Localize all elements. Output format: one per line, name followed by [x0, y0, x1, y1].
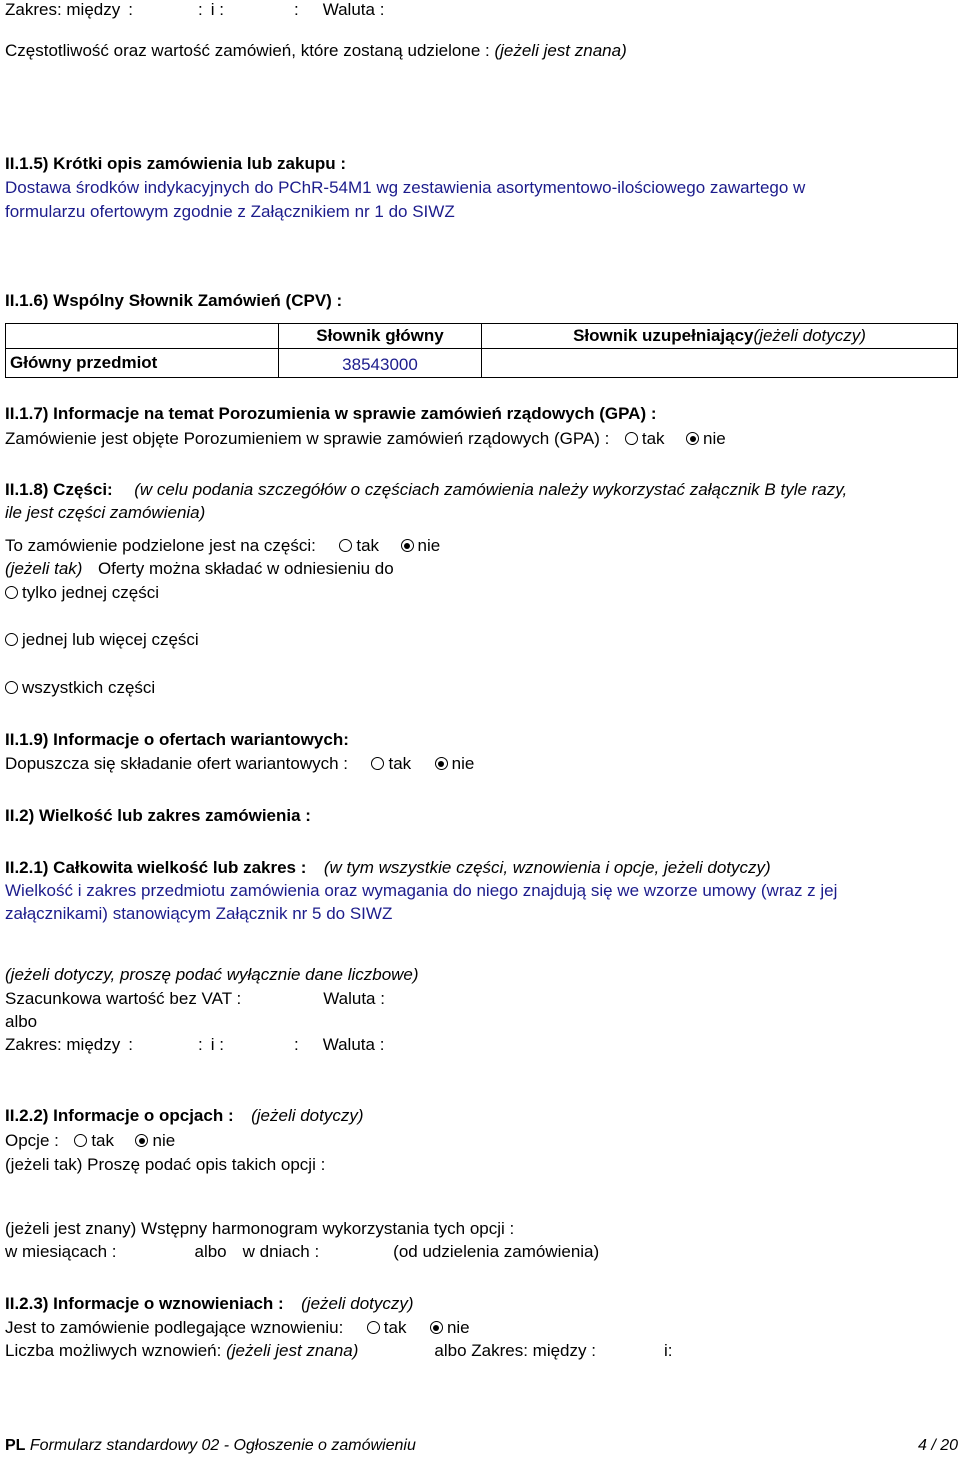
heading-ii-2-2: II.2.2) Informacje o opcjach : — [5, 1106, 234, 1125]
renewals-heading-row — [5, 1294, 414, 1314]
parts-radio-no[interactable] — [401, 539, 414, 552]
total-scope-heading-row — [5, 858, 771, 878]
variants-question: Dopuszcza się składanie ofert wariantowych : — [5, 754, 348, 773]
total-scope-line-1: Wielkość i zakres przedmiotu zamówienia oraz wymagania do niego znajdują się we wzorze umowy (wraz z jej — [5, 881, 838, 900]
range-row-bottom — [5, 1035, 384, 1055]
parts-note-line-1: (w celu podania szczegółów o częściach zamówienia należy wykorzystać załącznik B tyle razy, — [134, 480, 848, 499]
estimated-value-row — [5, 989, 385, 1009]
waluta-label: Waluta : — [322, 0, 385, 19]
parts-heading-row — [5, 480, 847, 500]
range-sep-2: : — [197, 1035, 203, 1054]
numeric-only-note: (jeżeli dotyczy, proszę podać wyłącznie dane liczbowe) — [5, 965, 419, 984]
variants-radio-no[interactable] — [435, 757, 448, 770]
waluta-label-2: Waluta : — [322, 1035, 385, 1054]
cpv-empty-cell — [6, 324, 279, 349]
variants-radio-yes[interactable] — [371, 757, 384, 770]
options-row — [5, 1131, 175, 1151]
options-question: Opcje : — [5, 1131, 59, 1150]
options-note: (jeżeli dotyczy) — [251, 1106, 364, 1125]
gpa-row — [5, 429, 726, 449]
total-scope-line-2: załącznikami) stanowiącym Załącznik nr 5 do SIWZ — [5, 904, 393, 923]
variants-no-label: nie — [451, 754, 475, 773]
heading-ii-1-6: II.1.6) Wspólny Słownik Zamówień (CPV) : — [5, 291, 343, 310]
parts-radio-one[interactable] — [5, 586, 18, 599]
range-to-sep-2: : — [293, 1035, 299, 1054]
gpa-radio-yes[interactable] — [625, 432, 638, 445]
albo-label: albo — [194, 1242, 227, 1261]
parts-option-one — [5, 583, 159, 603]
parts-note-line-2: ile jest części zamówienia) — [5, 503, 206, 522]
parts-radio-yes[interactable] — [339, 539, 352, 552]
parts-option-more — [5, 630, 199, 650]
renewals-note: (jeżeli dotyczy) — [301, 1294, 414, 1313]
renewals-count-note: (jeżeli jest znana) — [226, 1341, 359, 1360]
cpv-data-row — [6, 349, 958, 378]
parts-no-label: nie — [417, 536, 441, 555]
cpv-code: 38543000 — [279, 349, 482, 378]
gpa-yes-label: tak — [641, 429, 665, 448]
cpv-header-row — [6, 324, 958, 349]
options-schedule: (jeżeli jest znany) Wstępny harmonogram wykorzystania tych opcji : — [5, 1219, 515, 1238]
estimated-value-label: Szacunkowa wartość bez VAT : — [5, 989, 242, 1008]
renewals-count-label: Liczba możliwych wznowień: — [5, 1341, 222, 1360]
options-yes-label: tak — [91, 1131, 115, 1150]
description-line-1: Dostawa środków indykacyjnych do PChR-54M1 wg zestawienia asortymentowo-ilościowego zawartego w — [5, 178, 806, 197]
renewals-row — [5, 1318, 470, 1338]
renewals-no-label: nie — [446, 1318, 470, 1337]
total-scope-note: (w tym wszystkie części, wznowienia i opcje, jeżeli dotyczy) — [323, 858, 771, 877]
description-line-2: formularzu ofertowym zgodnie z Załącznikiem nr 1 do SIWZ — [5, 202, 455, 221]
parts-more-label: jednej lub więcej części — [22, 630, 199, 649]
options-schedule-row — [5, 1242, 599, 1262]
parts-cond-prefix: (jeżeli tak) — [5, 559, 83, 578]
options-no-label: nie — [152, 1131, 176, 1150]
parts-all-label: wszystkich części — [22, 678, 156, 697]
cpv-row-label: Główny przedmiot — [6, 349, 279, 378]
cpv-supp-code — [482, 349, 958, 378]
months-label: w miesiącach : — [5, 1242, 117, 1261]
parts-one-label: tylko jednej części — [22, 583, 160, 602]
heading-ii-2-1: II.2.1) Całkowita wielkość lub zakres : — [5, 858, 307, 877]
i-label: i : — [210, 0, 224, 19]
zakres-label: Zakres: między — [5, 0, 121, 19]
cpv-table — [5, 323, 958, 378]
gpa-radio-no[interactable] — [686, 432, 699, 445]
i-label-2: i : — [210, 1035, 224, 1054]
renewals-radio-yes[interactable] — [367, 1321, 380, 1334]
renewals-albo-range: albo Zakres: między : — [434, 1341, 596, 1360]
range-from-sep: : — [128, 0, 133, 19]
gpa-no-label: nie — [703, 429, 726, 448]
renewals-question: Jest to zamówienie podlegające wznowieniu: — [5, 1318, 344, 1337]
gpa-question: Zamówienie jest objęte Porozumieniem w sprawie zamówień rządowych (GPA) : — [5, 429, 610, 448]
heading-ii-1-8: II.1.8) Części: — [5, 480, 113, 499]
variants-yes-label: tak — [388, 754, 412, 773]
renewals-count-row — [5, 1341, 672, 1361]
estimated-currency-label: Waluta : — [323, 989, 385, 1008]
parts-radio-more[interactable] — [5, 633, 18, 646]
options-radio-yes[interactable] — [74, 1134, 87, 1147]
range-sep: : — [197, 0, 203, 19]
renewals-i-label: i: — [663, 1341, 673, 1360]
cpv-col-supp — [482, 324, 958, 349]
variants-row — [5, 754, 474, 774]
parts-yes-label: tak — [356, 536, 380, 555]
renewals-radio-no[interactable] — [430, 1321, 443, 1334]
range-to-sep: : — [293, 0, 299, 19]
parts-question: To zamówienie podzielone jest na części: — [5, 536, 316, 555]
footer-lang: PL — [5, 1437, 26, 1454]
cpv-col-supp-note: (jeżeli dotyczy) — [753, 326, 866, 345]
parts-cond-text: Oferty można składać w odniesieniu do — [97, 559, 394, 578]
cpv-col-main: Słownik główny — [279, 324, 482, 349]
days-label: w dniach : — [242, 1242, 320, 1261]
parts-question-row — [5, 536, 440, 556]
heading-ii-1-5: II.1.5) Krótki opis zamówienia lub zakupu : — [5, 154, 346, 173]
heading-ii-1-7: II.1.7) Informacje na temat Porozumienia w sprawie zamówień rządowych (GPA) : — [5, 404, 657, 423]
albo-text: albo — [5, 1012, 38, 1031]
page-footer — [5, 1437, 958, 1455]
options-radio-no[interactable] — [135, 1134, 148, 1147]
frequency-note: (jeżeli jest znana) — [494, 41, 627, 60]
footer-page-number: 4 / 20 — [917, 1437, 958, 1454]
heading-ii-2: II.2) Wielkość lub zakres zamówienia : — [5, 806, 311, 825]
range-row-top — [5, 0, 384, 20]
footer-form-title: Formularz standardowy 02 - Ogłoszenie o zamówieniu — [29, 1437, 416, 1454]
cpv-col-supp-label: Słownik uzupełniający — [573, 326, 754, 345]
frequency-label: Częstotliwość oraz wartość zamówień, które zostaną udzielone : — [5, 41, 490, 60]
parts-condition-row — [5, 559, 394, 579]
options-heading-row — [5, 1106, 364, 1126]
frequency-row — [5, 41, 627, 61]
from-award-label: (od udzielenia zamówienia) — [393, 1242, 600, 1261]
options-describe: (jeżeli tak) Proszę podać opis takich opcji : — [5, 1155, 326, 1174]
heading-ii-1-9: II.1.9) Informacje o ofertach wariantowych: — [5, 730, 349, 749]
parts-radio-all[interactable] — [5, 681, 18, 694]
parts-option-all — [5, 678, 155, 698]
zakres-label-2: Zakres: między — [5, 1035, 121, 1054]
renewals-yes-label: tak — [383, 1318, 407, 1337]
range-from-sep-2: : — [128, 1035, 133, 1054]
heading-ii-2-3: II.2.3) Informacje o wznowieniach : — [5, 1294, 284, 1313]
